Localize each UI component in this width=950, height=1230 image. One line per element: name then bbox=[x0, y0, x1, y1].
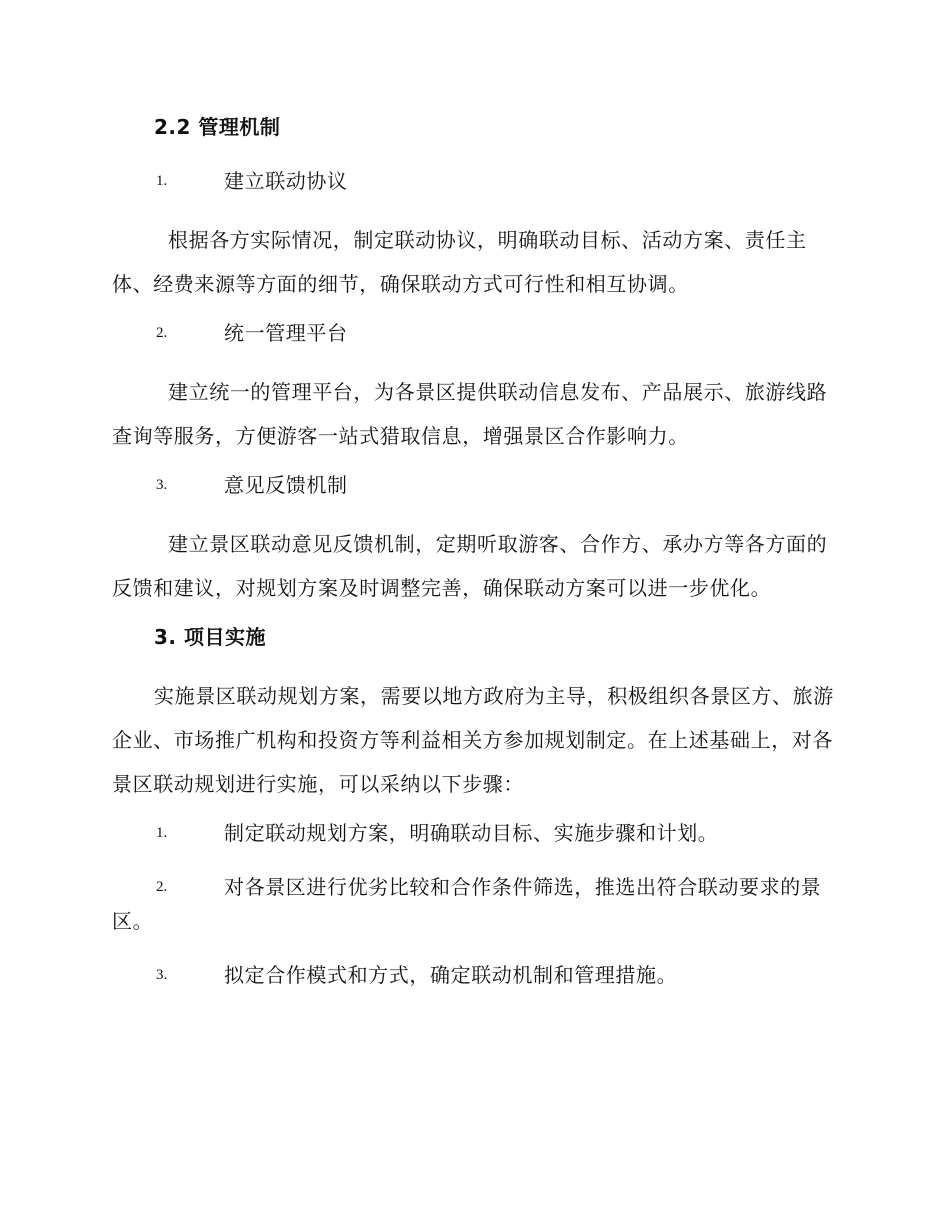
list-item-label: 意见反馈机制 bbox=[224, 473, 348, 497]
list-item-text: 制定联动规划方案，明确联动目标、实施步骤和计划。 bbox=[224, 821, 719, 845]
list-item bbox=[112, 958, 837, 992]
list-item bbox=[112, 316, 837, 350]
list-number: 1. bbox=[156, 825, 168, 841]
list-number: 1. bbox=[156, 173, 168, 189]
list-item-label: 建立联动协议 bbox=[224, 169, 348, 193]
list-item-label: 统一管理平台 bbox=[224, 321, 348, 345]
paragraph: 根据各方实际情况，制定联动协议，明确联动目标、活动方案、责任主体、经费来源等方面的细节，确保联动方式可行性和相互协调。 bbox=[112, 228, 807, 296]
list-item bbox=[112, 468, 837, 502]
list-item-text: 对各景区进行优劣比较和合作条件筛选，推选出符合联动要求的景区。 bbox=[112, 875, 822, 933]
paragraph: 建立统一的管理平台，为各景区提供联动信息发布、产品展示、旅游线路查询等服务，方便游客一站式猎取信息，增强景区合作影响力。 bbox=[112, 380, 828, 448]
list-item bbox=[112, 816, 837, 850]
paragraph: 建立景区联动意见反馈机制，定期听取游客、合作方、承办方等各方面的反馈和建议，对规划方案及时调整完善，确保联动方案可以进一步优化。 bbox=[112, 532, 828, 600]
section-heading-3: 3. 项目实施 bbox=[154, 625, 266, 649]
list-number: 2. bbox=[156, 879, 168, 895]
list-number: 2. bbox=[156, 325, 168, 341]
list-item-text: 拟定合作模式和方式，确定联动机制和管理措施。 bbox=[224, 963, 678, 987]
paragraph: 实施景区联动规划方案，需要以地方政府为主导，积极组织各景区方、旅游企业、市场推广机构和投资方等利益相关方参加规划制定。在上述基础上，对各景区联动规划进行实施，可以采纳以下步骤： bbox=[112, 684, 834, 796]
list-item bbox=[112, 164, 837, 198]
section-heading-2-2: 2.2 管理机制 bbox=[154, 115, 281, 139]
list-item bbox=[112, 870, 837, 938]
list-number: 3. bbox=[156, 967, 168, 983]
list-number: 3. bbox=[156, 477, 168, 493]
document-content bbox=[112, 110, 837, 1012]
